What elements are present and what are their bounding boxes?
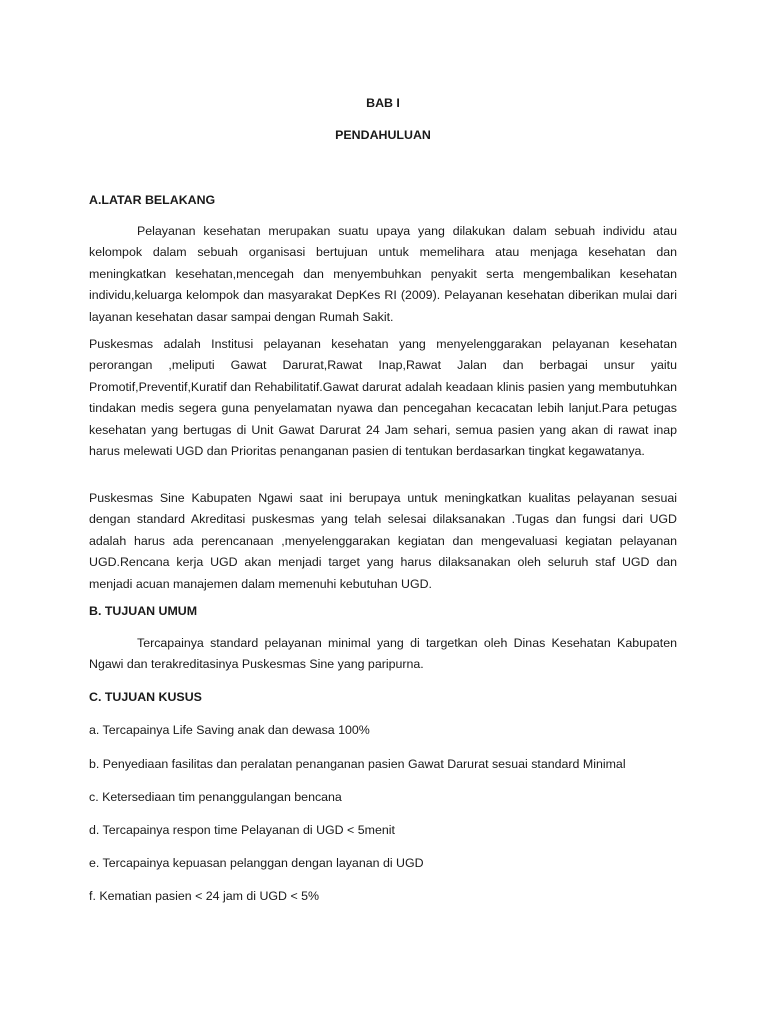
list-item: f. Kematian pasien < 24 jam di UGD < 5% bbox=[89, 889, 320, 903]
section-c-heading: C. TUJUAN KUSUS bbox=[89, 690, 202, 704]
list-item: a. Tercapainya Life Saving anak dan dewasa 100% bbox=[89, 723, 370, 737]
list-item: c. Ketersediaan tim penanggulangan bencana bbox=[89, 790, 342, 804]
list-item: b. Penyediaan fasilitas dan peralatan penanganan pasien Gawat Darurat sesuai standard Minimal bbox=[89, 757, 626, 771]
chapter-label: BAB I bbox=[366, 96, 400, 110]
section-a-paragraph-2: Puskesmas adalah Institusi pelayanan kesehatan yang menyelenggarakan pelayanan kesehatan perorangan ,meliputi Gawat Darurat,Rawat Inap,Rawat Jalan dan berbagai unsur yaitu Promotif,Preventif,Kuratif dan Rehabilitatif.Gawat darurat adalah keadaan klinis pasien yang membutuhkan tindakan medis segera guna penyelamatan nyawa dan pencegahan kecacatan lebih lanjut.Para petugas kesehatan yang bertugas di Unit Gawat Darurat 24 Jam sehari, semua pasien yang akan di rawat inap harus melewati UGD dan Prioritas penanganan pasien di tentukan berdasarkan tingkat kegawatanya. bbox=[89, 337, 677, 459]
section-a-paragraph-1: Pelayanan kesehatan merupakan suatu upaya yang dilakukan dalam sebuah individu atau kelompok dalam sebuah organisasi bertujuan untuk memelihara atau menjaga kesehatan dan meningkatkan kesehatan,mencegah dan menyembuhkan penyakit serta mengembalikan kesehatan individu,keluarga kelompok dan masyarakat DepKes RI (2009). Pelayanan kesehatan diberikan mulai dari layanan kesehatan dasar sampai dengan Rumah Sakit. bbox=[89, 224, 677, 324]
section-b-paragraph: Tercapainya standard pelayanan minimal yang di targetkan oleh Dinas Kesehatan Kabupaten Ngawi dan terakreditasinya Puskesmas Sine yang paripurna. bbox=[89, 636, 677, 672]
chapter-title: PENDAHULUAN bbox=[335, 128, 431, 142]
document-page bbox=[89, 0, 677, 1024]
section-a-paragraph-3: Puskesmas Sine Kabupaten Ngawi saat ini berupaya untuk meningkatkan kualitas pelayanan sesuai dengan standard Akreditasi puskesmas yang telah selesai dilaksanakan .Tugas dan fungsi dari UGD adalah harus ada perencanaan ,menyelenggarakan kegiatan dan mengevaluasi kegiatan pelayanan UGD.Rencana kerja UGD akan menjadi target yang harus dilaksanakan oleh seluruh staf UGD dan menjadi acuan manajemen dalam memenuhi kebutuhan UGD. bbox=[89, 491, 677, 591]
list-item: e. Tercapainya kepuasan pelanggan dengan layanan di UGD bbox=[89, 856, 424, 870]
section-a-heading: A.LATAR BELAKANG bbox=[89, 193, 216, 207]
list-item: d. Tercapainya respon time Pelayanan di UGD < 5menit bbox=[89, 823, 395, 837]
section-b-heading: B. TUJUAN UMUM bbox=[89, 604, 198, 618]
